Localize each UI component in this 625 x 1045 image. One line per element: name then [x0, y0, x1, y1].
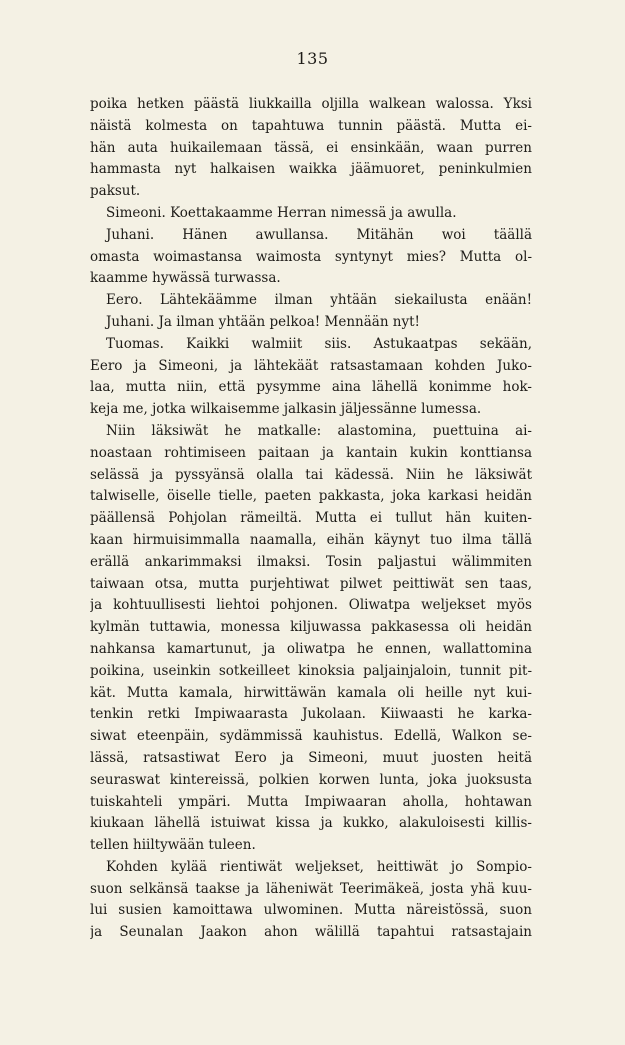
text-line: keja me, jotka wilkaisemme jalkasin jäljessänne lumessa.	[90, 401, 482, 418]
text-line: poika hetken päästä liukkailla oljilla walkean walossa. Yksi	[90, 96, 532, 112]
text-line: noastaan rohtimiseen paitaan ja kantain kukin konttiansa	[90, 444, 532, 461]
text-line: laa, mutta niin, että pysymme aina lähellä konimme hok-	[90, 379, 532, 396]
page-number: 135	[296, 49, 329, 68]
text-line: talwiselle, öiselle tielle, paeten pakkasta, joka karkasi heidän	[90, 488, 532, 505]
text-line: näistä kolmesta on tapahtuwa tunnin päästä. Mutta ei-	[90, 117, 532, 134]
body-text	[90, 94, 532, 944]
text-line: hammasta nyt halkaisen waikka jäämuoret, peninkulmien	[90, 161, 532, 178]
text-line: kiukaan lähellä istuiwat kissa ja kukko, alakuloisesti killis-	[90, 815, 532, 832]
text-line: Juhani. Hänen awullansa. Mitähän woi täällä	[106, 226, 532, 243]
text-line: Niin läksiwät he matkalle: alastomina, puettuina ai-	[106, 422, 532, 439]
text-line: Juhani. Ja ilman yhtään pelkoa! Mennään nyt!	[106, 313, 420, 330]
text-line: omasta woimastansa waimosta syntynyt mies? Mutta ol-	[90, 248, 532, 265]
text-line: seuraswat kintereissä, polkien korwen lunta, joka juoksusta	[90, 771, 532, 788]
text-line: nahkansa kamartunut, ja oliwatpa he ennen, wallattomina	[90, 640, 532, 657]
text-line: poikina, useinkin sotkeilleet kinoksia paljainjaloin, tunnit pit-	[90, 662, 532, 679]
text-line: hän auta huikailemaan tässä, ei ensinkään, waan purren	[90, 139, 532, 156]
text-line: tellen hiiltywään tuleen.	[90, 837, 256, 854]
text-line: lui susien kamoittawa ulwominen. Mutta näreistössä, suon	[90, 902, 532, 919]
text-line: Kohden kylää rientiwät weljekset, heittiwät jo Sompio-	[106, 858, 532, 875]
text-line: erällä ankarimmaksi ilmaksi. Tosin paljastui wälimmiten	[90, 553, 532, 570]
text-line: ja Seunalan Jaakon ahon wälillä tapahtui ratsastajain	[90, 924, 532, 941]
text-line: Eero ja Simeoni, ja lähtekäät ratsastamaan kohden Juko-	[90, 357, 532, 374]
text-line: suon selkänsä taakse ja läheniwät Teerimäkeä, josta yhä kuu-	[90, 880, 532, 897]
text-line: Eero. Lähtekäämme ilman yhtään siekailusta enään!	[106, 292, 532, 309]
text-line: kät. Mutta kamala, hirwittäwän kamala oli heille nyt kui-	[90, 684, 532, 701]
text-line: selässä ja pyssyänsä olalla tai kädessä. Niin he läksiwät	[90, 466, 532, 483]
text-line: Tuomas. Kaikki walmiit siis. Astukaatpas sekään,	[106, 335, 532, 352]
text-line: kaamme hywässä turwassa.	[90, 270, 281, 287]
text-line: Simeoni. Koettakaamme Herran nimessä ja awulla.	[106, 204, 457, 221]
text-line: tuiskahteli ympäri. Mutta Impiwaaran aholla, hohtawan	[90, 793, 532, 810]
text-line: ja kohtuullisesti liehtoi pohjonen. Oliwatpa weljekset myös	[90, 597, 532, 614]
text-line: paksut.	[90, 183, 141, 200]
text-line: kylmän tuttawia, monessa kiljuwassa pakkasessa oli heidän	[90, 619, 532, 636]
text-line: päällensä Pohjolan rämeiltä. Mutta ei tullut hän kuiten-	[90, 510, 532, 527]
text-line: taiwaan otsa, mutta purjehtiwat pilwet peittiwät sen taas,	[90, 575, 532, 592]
text-line: siwat eteenpäin, sydämmissä kauhistus. Edellä, Walkon se-	[90, 728, 532, 745]
text-line: lässä, ratsastiwat Eero ja Simeoni, muut juosten heitä	[90, 749, 532, 766]
text-line: tenkin retki Impiwaarasta Jukolaan. Kiiwaasti he karka-	[90, 706, 532, 723]
text-line: kaan hirmuisimmalla naamalla, eihän käynyt tuo ilma tällä	[90, 531, 532, 548]
